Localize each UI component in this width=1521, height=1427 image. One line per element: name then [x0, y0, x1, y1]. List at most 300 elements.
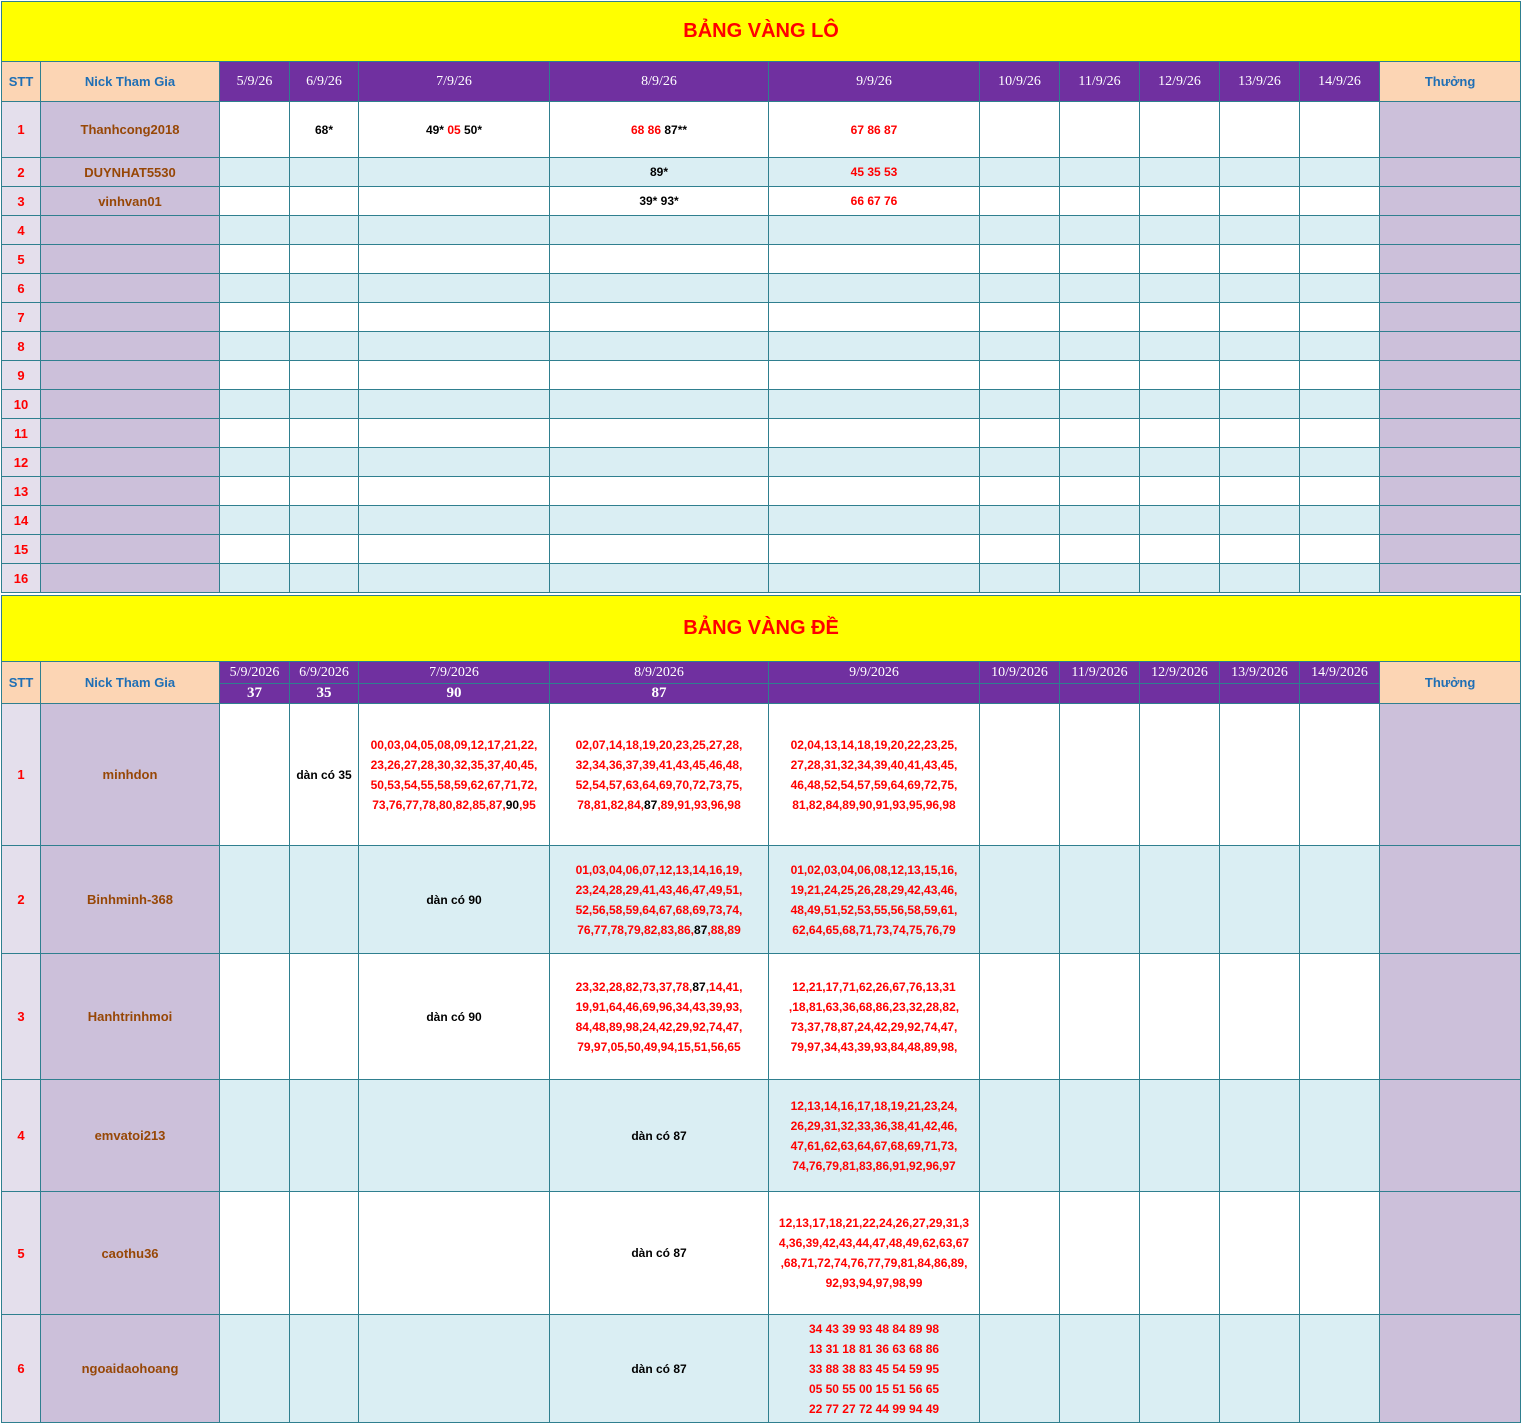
de-cell-number: 52,54,57,63,64,69,70,72,73,75, [575, 777, 743, 792]
de-cell-line [769, 997, 979, 1017]
de-cell [1140, 1315, 1220, 1423]
lo-row-nick [41, 535, 220, 564]
de-row-thuong [1380, 954, 1521, 1080]
lo-cell [550, 506, 769, 535]
lo-cell [220, 564, 290, 593]
lo-row-thuong [1380, 535, 1521, 564]
lo-cell [290, 303, 359, 332]
de-result [1140, 684, 1220, 704]
lo-row [2, 477, 1521, 506]
lo-header-date: 11/9/26 [1060, 62, 1140, 102]
lo-row-stt: 16 [2, 564, 41, 593]
de-cell-number: 12,13,17,18,21,22,24,26,27,29,31,3 [778, 1216, 970, 1230]
de-cell-line [550, 900, 768, 920]
de-cell-number: ,14,41, [705, 979, 743, 994]
lo-cell [220, 187, 290, 216]
lo-cell [290, 390, 359, 419]
lo-cell [1140, 419, 1220, 448]
lo-row-nick [41, 419, 220, 448]
de-cell-number: 87 [643, 797, 658, 812]
lo-cell [980, 477, 1060, 506]
lo-cell [1220, 332, 1300, 361]
lo-row-stt: 14 [2, 506, 41, 535]
lo-cell [980, 535, 1060, 564]
lo-cell [359, 216, 550, 245]
lo-cell [980, 216, 1060, 245]
de-cell [1300, 704, 1380, 846]
lo-cell [1060, 390, 1140, 419]
lo-cell [359, 332, 550, 361]
de-cell [290, 1192, 359, 1315]
de-cell [220, 1080, 290, 1192]
lo-header-nick: Nick Tham Gia [41, 62, 220, 102]
lo-row-stt: 6 [2, 274, 41, 303]
lo-row-nick [41, 245, 220, 274]
lo-cell [1140, 361, 1220, 390]
lo-cell [1300, 216, 1380, 245]
de-cell-number: ,89,91,93,96,98 [657, 797, 741, 812]
de-cell [359, 1192, 550, 1315]
de-cell-number: 79,97,34,43,39,93,84,48,89,98, [790, 1039, 958, 1054]
lo-cell [290, 361, 359, 390]
de-cell-line [550, 1359, 768, 1379]
de-cell-number: ,68,71,72,74,76,77,79,81,84,86,89, [780, 1256, 968, 1270]
lo-cell [1220, 477, 1300, 506]
de-cell-line [769, 1037, 979, 1057]
de-cell-line [550, 1243, 768, 1263]
lo-cell [1140, 216, 1220, 245]
lo-cell [769, 448, 980, 477]
de-result: 37 [220, 684, 290, 704]
lo-row-nick [41, 361, 220, 390]
lo-cell [1300, 419, 1380, 448]
de-cell-number: 92,93,94,97,98,99 [825, 1276, 923, 1290]
de-cell-number: 19,21,24,25,26,28,29,42,43,46, [790, 882, 958, 897]
lo-cell [980, 274, 1060, 303]
lo-cell-number: 66 67 76 [850, 194, 898, 208]
de-cell-number: 84,48,89,98,24,42,29,92,74,47, [575, 1019, 743, 1034]
de-row-nick: ngoaidaohoang [41, 1315, 220, 1423]
lo-cell [1140, 448, 1220, 477]
de-cell-number: 47,61,62,63,64,67,68,69,71,73, [790, 1138, 958, 1153]
lo-cell [980, 564, 1060, 593]
lo-cell [1300, 102, 1380, 158]
lo-row [2, 216, 1521, 245]
lo-row [2, 390, 1521, 419]
de-header-date: 10/9/2026 [980, 662, 1060, 684]
de-cell [1060, 1080, 1140, 1192]
lo-cell [1300, 564, 1380, 593]
de-result: 90 [359, 684, 550, 704]
de-cell-line [550, 1017, 768, 1037]
de-cell [220, 1315, 290, 1423]
lo-cell [769, 158, 980, 187]
de-row-thuong [1380, 1080, 1521, 1192]
lo-cell [1060, 187, 1140, 216]
de-cell [1220, 1080, 1300, 1192]
lo-cell-number: 50* [464, 122, 483, 137]
lo-row [2, 448, 1521, 477]
de-header-date: 14/9/2026 [1300, 662, 1380, 684]
lo-header-thuong: Thưởng [1380, 62, 1521, 102]
lo-cell [359, 245, 550, 274]
lo-cell [980, 361, 1060, 390]
lo-cell [1300, 361, 1380, 390]
lo-cell [359, 506, 550, 535]
lo-cell [1220, 102, 1300, 158]
lo-cell [1060, 361, 1140, 390]
lo-cell [1220, 564, 1300, 593]
lo-cell [1220, 419, 1300, 448]
de-header-date: 13/9/2026 [1220, 662, 1300, 684]
de-cell [980, 954, 1060, 1080]
lo-cell [1060, 102, 1140, 158]
de-cell-line [359, 755, 549, 775]
lo-cell [769, 419, 980, 448]
de-row [2, 704, 1521, 846]
lo-cell [220, 332, 290, 361]
lo-cell [550, 564, 769, 593]
lo-row-nick [41, 303, 220, 332]
lo-cell [1300, 390, 1380, 419]
lo-cell [980, 506, 1060, 535]
de-cell [769, 1080, 980, 1192]
lo-cell [290, 187, 359, 216]
lo-cell [1060, 477, 1140, 506]
de-row-nick: emvatoi213 [41, 1080, 220, 1192]
de-cell-line [290, 765, 358, 785]
lo-row-nick [41, 332, 220, 361]
de-cell [550, 1315, 769, 1423]
de-cell-number: 81,82,84,89,90,91,93,95,96,98 [792, 797, 956, 812]
de-table [1, 595, 1521, 1423]
lo-cell [1220, 506, 1300, 535]
de-cell-line [550, 880, 768, 900]
de-cell [1220, 1192, 1300, 1315]
de-cell-line [769, 1136, 979, 1156]
de-row-stt: 6 [2, 1315, 41, 1423]
lo-row [2, 102, 1521, 158]
lo-row [2, 564, 1521, 593]
lo-cell [1300, 448, 1380, 477]
lo-cell-number: 05 [447, 122, 464, 137]
de-header-stt: STT [2, 662, 41, 704]
de-cell-line [359, 890, 549, 910]
de-cell-number: 33 88 38 83 45 54 59 95 [808, 1361, 940, 1376]
de-cell-number: 23,32,28,82,73,37,78, [575, 979, 693, 994]
lo-cell [359, 535, 550, 564]
de-header-date: 9/9/2026 [769, 662, 980, 684]
lo-cell [290, 158, 359, 187]
lo-cell [1060, 506, 1140, 535]
lo-cell [1220, 158, 1300, 187]
lo-cell [769, 332, 980, 361]
lo-cell [769, 187, 980, 216]
lo-cell [1220, 216, 1300, 245]
de-cell-line [550, 1126, 768, 1146]
de-cell-number: 27,28,31,32,34,39,40,41,43,45, [790, 757, 958, 772]
de-cell [1060, 954, 1140, 1080]
de-cell-line [769, 1017, 979, 1037]
de-cell-number: 62,64,65,68,71,73,74,75,76,79 [792, 922, 956, 937]
lo-cell [359, 564, 550, 593]
de-header-date: 12/9/2026 [1140, 662, 1220, 684]
lo-cell [980, 303, 1060, 332]
lo-row-stt: 13 [2, 477, 41, 506]
de-cell [550, 704, 769, 846]
lo-cell-number: 45 35 53 [850, 165, 898, 179]
de-cell [769, 1192, 980, 1315]
de-cell-line [359, 1007, 549, 1027]
de-cell-line [550, 775, 768, 795]
de-cell-line [769, 1379, 979, 1399]
de-cell [1300, 1315, 1380, 1423]
lo-row-thuong [1380, 419, 1521, 448]
lo-cell [980, 102, 1060, 158]
de-cell-number: dàn có 87 [631, 1128, 687, 1143]
de-cell-number: ,18,81,63,36,68,86,23,32,28,82, [788, 999, 960, 1014]
lo-cell [1300, 245, 1380, 274]
de-cell-number: 12,21,17,71,62,26,67,76,13,31 [792, 979, 956, 994]
lo-row-thuong [1380, 187, 1521, 216]
de-cell [980, 704, 1060, 846]
de-cell-line [550, 1037, 768, 1057]
de-cell-number: 87 [692, 979, 706, 994]
lo-cell-number: 87** [664, 122, 688, 137]
de-cell-number: ,88,89 [707, 922, 741, 937]
lo-row [2, 274, 1521, 303]
de-row-stt: 2 [2, 846, 41, 954]
de-cell-line [550, 755, 768, 775]
de-cell-number: 00,03,04,05,08,09,12,17,21,22, [370, 737, 538, 752]
de-row-stt: 3 [2, 954, 41, 1080]
lo-row-thuong [1380, 303, 1521, 332]
de-cell-line [769, 977, 979, 997]
de-cell [769, 846, 980, 954]
lo-cell [1220, 274, 1300, 303]
lo-cell [550, 216, 769, 245]
lo-row-stt: 12 [2, 448, 41, 477]
lo-row-thuong [1380, 361, 1521, 390]
de-header-nick: Nick Tham Gia [41, 662, 220, 704]
lo-cell [1140, 158, 1220, 187]
lo-cell [290, 506, 359, 535]
de-cell [1140, 704, 1220, 846]
lo-cell [359, 187, 550, 216]
lo-cell [290, 216, 359, 245]
lo-cell [359, 158, 550, 187]
lo-header-date: 6/9/26 [290, 62, 359, 102]
lo-cell [1220, 303, 1300, 332]
de-cell-line [550, 977, 768, 997]
lo-cell [1300, 506, 1380, 535]
de-cell-number: 73,37,78,87,24,42,29,92,74,47, [790, 1019, 958, 1034]
de-cell-line [769, 755, 979, 775]
de-cell-number: 32,34,36,37,39,41,43,45,46,48, [575, 757, 743, 772]
lo-cell [290, 448, 359, 477]
de-cell [769, 704, 980, 846]
de-cell [1220, 704, 1300, 846]
de-cell-number: 26,29,31,32,33,36,38,41,42,46, [790, 1118, 958, 1133]
lo-row [2, 187, 1521, 216]
de-cell [290, 1080, 359, 1192]
lo-cell [1060, 535, 1140, 564]
lo-cell [1300, 274, 1380, 303]
lo-cell [1300, 303, 1380, 332]
de-cell [220, 704, 290, 846]
de-cell [1140, 1080, 1220, 1192]
de-row-nick: Binhminh-368 [41, 846, 220, 954]
lo-cell [220, 506, 290, 535]
lo-cell [769, 274, 980, 303]
de-cell-line [769, 920, 979, 940]
lo-row [2, 332, 1521, 361]
lo-cell [1060, 332, 1140, 361]
lo-cell [1140, 564, 1220, 593]
de-result: 35 [290, 684, 359, 704]
lo-cell [359, 303, 550, 332]
lo-cell [1060, 448, 1140, 477]
de-cell [980, 1315, 1060, 1423]
de-cell-number: 19,91,64,46,69,96,34,43,39,93, [575, 999, 743, 1014]
de-header-date: 7/9/2026 [359, 662, 550, 684]
lo-row-nick [41, 274, 220, 303]
de-cell-number: 73,76,77,78,80,82,85,87, [372, 797, 506, 812]
de-cell-line [769, 880, 979, 900]
lo-row-thuong [1380, 506, 1521, 535]
de-cell [550, 846, 769, 954]
de-cell [769, 954, 980, 1080]
lo-table [1, 1, 1521, 593]
de-result [1300, 684, 1380, 704]
de-cell-line [769, 1213, 979, 1233]
lo-cell [550, 361, 769, 390]
lo-row-stt: 3 [2, 187, 41, 216]
lo-cell [359, 419, 550, 448]
de-title: BẢNG VÀNG ĐỀ [2, 596, 1521, 662]
lo-cell [980, 187, 1060, 216]
de-row-thuong [1380, 1315, 1521, 1423]
de-cell [1140, 954, 1220, 1080]
de-cell-line [769, 735, 979, 755]
de-cell-number: 34 43 39 93 48 84 89 98 [808, 1321, 940, 1336]
lo-cell [220, 158, 290, 187]
lo-cell [1060, 158, 1140, 187]
lo-cell [290, 102, 359, 158]
de-cell-line [359, 735, 549, 755]
lo-row-stt: 9 [2, 361, 41, 390]
de-row-stt: 1 [2, 704, 41, 846]
lo-cell [550, 158, 769, 187]
lo-row-thuong [1380, 216, 1521, 245]
lo-cell [980, 419, 1060, 448]
lo-cell [359, 102, 550, 158]
de-cell [220, 846, 290, 954]
lo-cell [980, 448, 1060, 477]
lo-cell [220, 274, 290, 303]
de-cell-number: 02,07,14,18,19,20,23,25,27,28, [575, 737, 743, 752]
lo-cell [1220, 245, 1300, 274]
lo-cell [1220, 361, 1300, 390]
de-cell [359, 1080, 550, 1192]
lo-row-stt: 1 [2, 102, 41, 158]
lo-row-thuong [1380, 564, 1521, 593]
lo-cell [769, 564, 980, 593]
lo-cell-number: 67 86 87 [850, 122, 898, 137]
de-cell-line [769, 1319, 979, 1339]
de-row-thuong [1380, 846, 1521, 954]
de-cell [1060, 1192, 1140, 1315]
lo-row [2, 158, 1521, 187]
lo-cell [290, 419, 359, 448]
de-row-nick: caothu36 [41, 1192, 220, 1315]
lo-cell [1140, 303, 1220, 332]
de-cell-line [769, 1233, 979, 1253]
de-cell [1140, 1192, 1220, 1315]
de-cell [550, 1080, 769, 1192]
lo-cell [769, 390, 980, 419]
lo-cell [550, 303, 769, 332]
de-cell [359, 1315, 550, 1423]
de-row-thuong [1380, 704, 1521, 846]
de-cell-line [769, 1399, 979, 1419]
de-cell-number: dàn có 90 [426, 892, 482, 907]
lo-cell-number: 68 86 [630, 122, 665, 137]
de-cell [220, 1192, 290, 1315]
de-cell [1300, 1192, 1380, 1315]
lo-cell [290, 477, 359, 506]
lo-row-thuong [1380, 477, 1521, 506]
de-cell-number: dàn có 90 [426, 1009, 482, 1024]
de-cell-number: ,95 [519, 797, 536, 812]
de-row [2, 1315, 1521, 1423]
lo-cell [550, 332, 769, 361]
de-cell [1220, 1315, 1300, 1423]
lo-cell [220, 245, 290, 274]
de-cell [1140, 846, 1220, 954]
lo-row-nick [41, 448, 220, 477]
lo-cell [1060, 245, 1140, 274]
lo-row-thuong [1380, 332, 1521, 361]
lo-row-thuong [1380, 274, 1521, 303]
de-cell [290, 846, 359, 954]
lo-cell [980, 158, 1060, 187]
lo-cell [550, 390, 769, 419]
de-row [2, 954, 1521, 1080]
lo-cell [1060, 216, 1140, 245]
de-cell-line [769, 1359, 979, 1379]
lo-header-date: 14/9/26 [1300, 62, 1380, 102]
de-header-thuong: Thưởng [1380, 662, 1521, 704]
de-cell-number: 79,97,05,50,49,94,15,51,56,65 [577, 1039, 741, 1054]
lo-cell [1140, 477, 1220, 506]
lo-cell [1140, 535, 1220, 564]
de-cell-line [769, 775, 979, 795]
lo-cell [769, 477, 980, 506]
lo-cell-number: 89* [649, 165, 669, 179]
de-cell-line [550, 795, 768, 815]
de-cell-line [769, 795, 979, 815]
lo-cell-number: 39* 93* [639, 194, 679, 208]
de-result [980, 684, 1060, 704]
lo-cell [1300, 158, 1380, 187]
de-cell-number: 22 77 27 72 44 99 94 49 [808, 1401, 940, 1416]
de-cell [359, 846, 550, 954]
lo-row [2, 419, 1521, 448]
de-cell [1060, 704, 1140, 846]
lo-row-nick: vinhvan01 [41, 187, 220, 216]
de-cell-line [550, 920, 768, 940]
